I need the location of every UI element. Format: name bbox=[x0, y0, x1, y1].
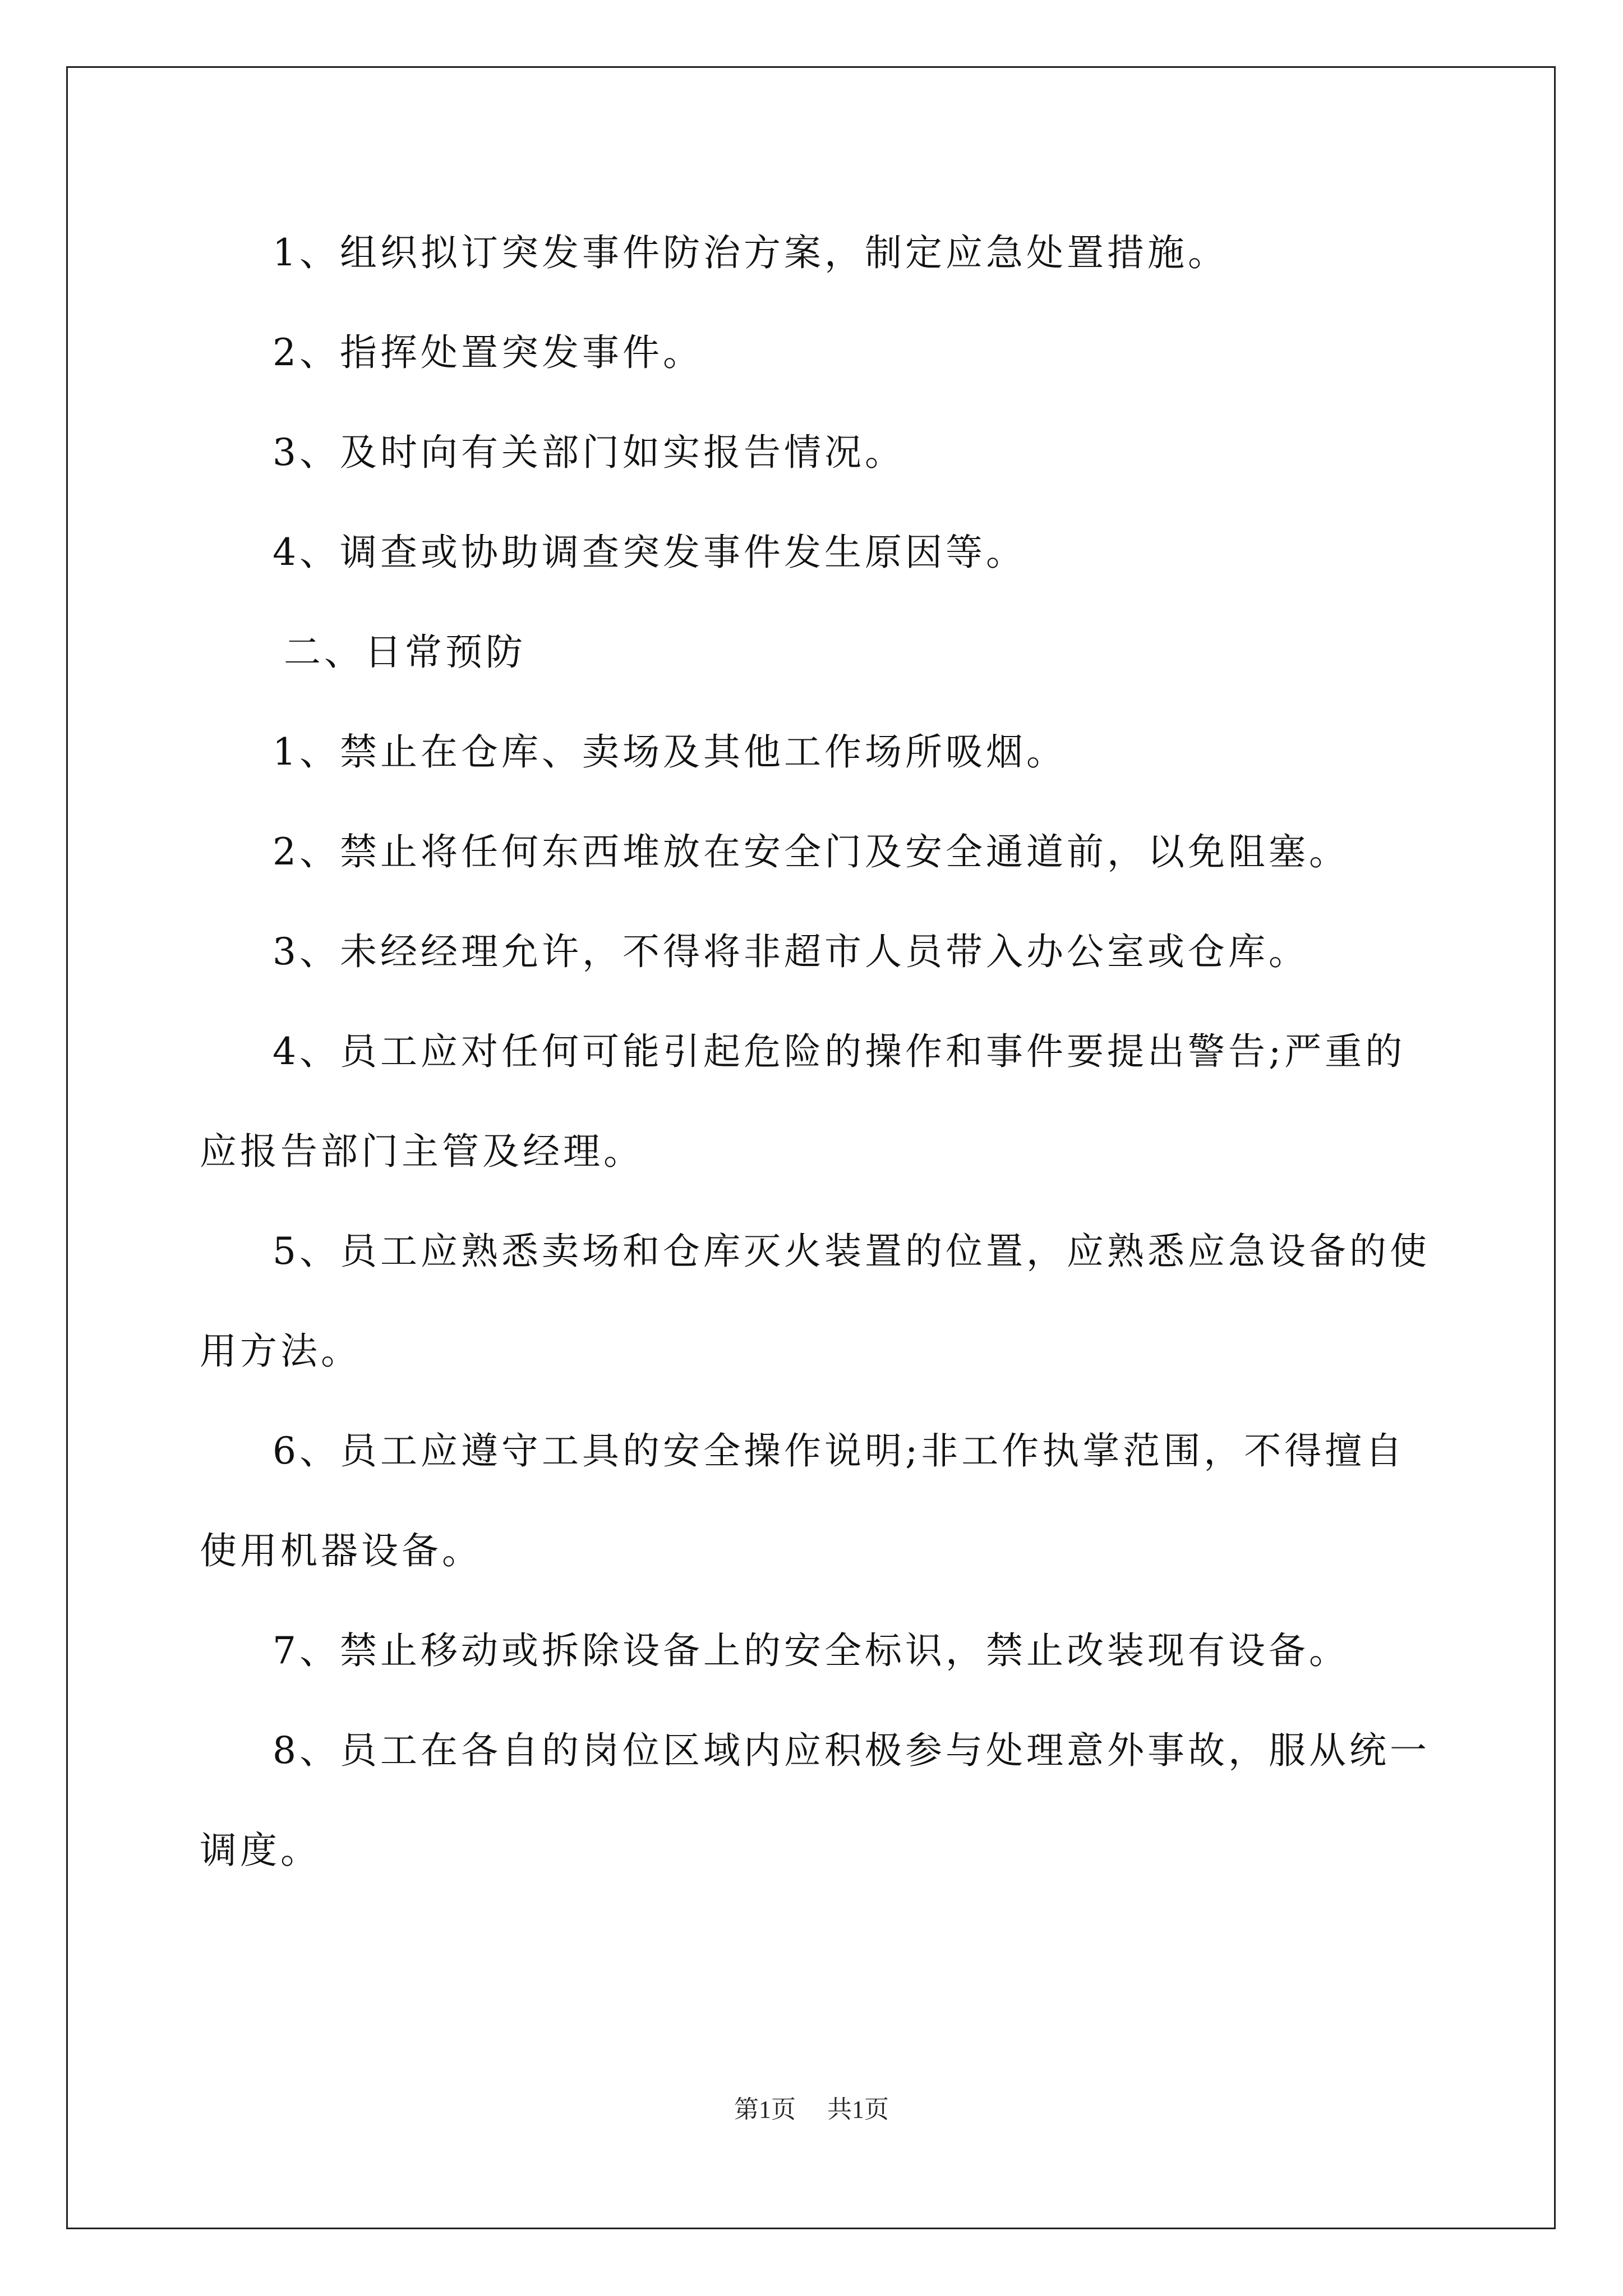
paragraph-8-line-2: 应报告部门主管及经理。 bbox=[200, 1130, 644, 1173]
paragraph-3: 3、及时向有关部门如实报告情况。 bbox=[273, 431, 905, 474]
paragraph-2: 2、指挥处置突发事件。 bbox=[273, 331, 703, 374]
paragraph-6: 2、禁止将任何东西堆放在安全门及安全通道前，以免阻塞。 bbox=[273, 830, 1349, 873]
paragraph-10-line-2: 使用机器设备。 bbox=[200, 1529, 482, 1572]
paragraph-5: 1、禁止在仓库、卖场及其他工作场所吸烟。 bbox=[273, 730, 1067, 774]
paragraph-9-line-2: 用方法。 bbox=[200, 1329, 361, 1373]
paragraph-12-line-2: 调度。 bbox=[200, 1829, 321, 1872]
paragraph-9-line-1: 5、员工应熟悉卖场和仓库灭火装置的位置，应熟悉应急设备的使 bbox=[273, 1230, 1430, 1273]
paragraph-10-line-1: 6、员工应遵守工具的安全操作说明;非工作执掌范围，不得擅自 bbox=[273, 1429, 1406, 1473]
section-heading: 二、日常预防 bbox=[284, 631, 526, 674]
page-number-current: 第1页 bbox=[734, 2096, 796, 2123]
paragraph-1: 1、组织拟订突发事件防治方案，制定应急处置措施。 bbox=[273, 231, 1228, 274]
page-footer bbox=[0, 2089, 1623, 2125]
paragraph-4: 4、调查或协助调查突发事件发生原因等。 bbox=[273, 531, 1026, 574]
paragraph-8-line-1: 4、员工应对任何可能引起危险的操作和事件要提出警告;严重的 bbox=[273, 1030, 1406, 1073]
paragraph-12-line-1: 8、员工在各自的岗位区域内应积极参与处理意外事故，服从统一 bbox=[273, 1729, 1430, 1772]
paragraph-11: 7、禁止移动或拆除设备上的安全标识，禁止改装现有设备。 bbox=[273, 1629, 1349, 1672]
paragraph-7: 3、未经经理允许，不得将非超市人员带入办公室或仓库。 bbox=[273, 930, 1309, 973]
page-number-total: 共1页 bbox=[827, 2096, 889, 2123]
